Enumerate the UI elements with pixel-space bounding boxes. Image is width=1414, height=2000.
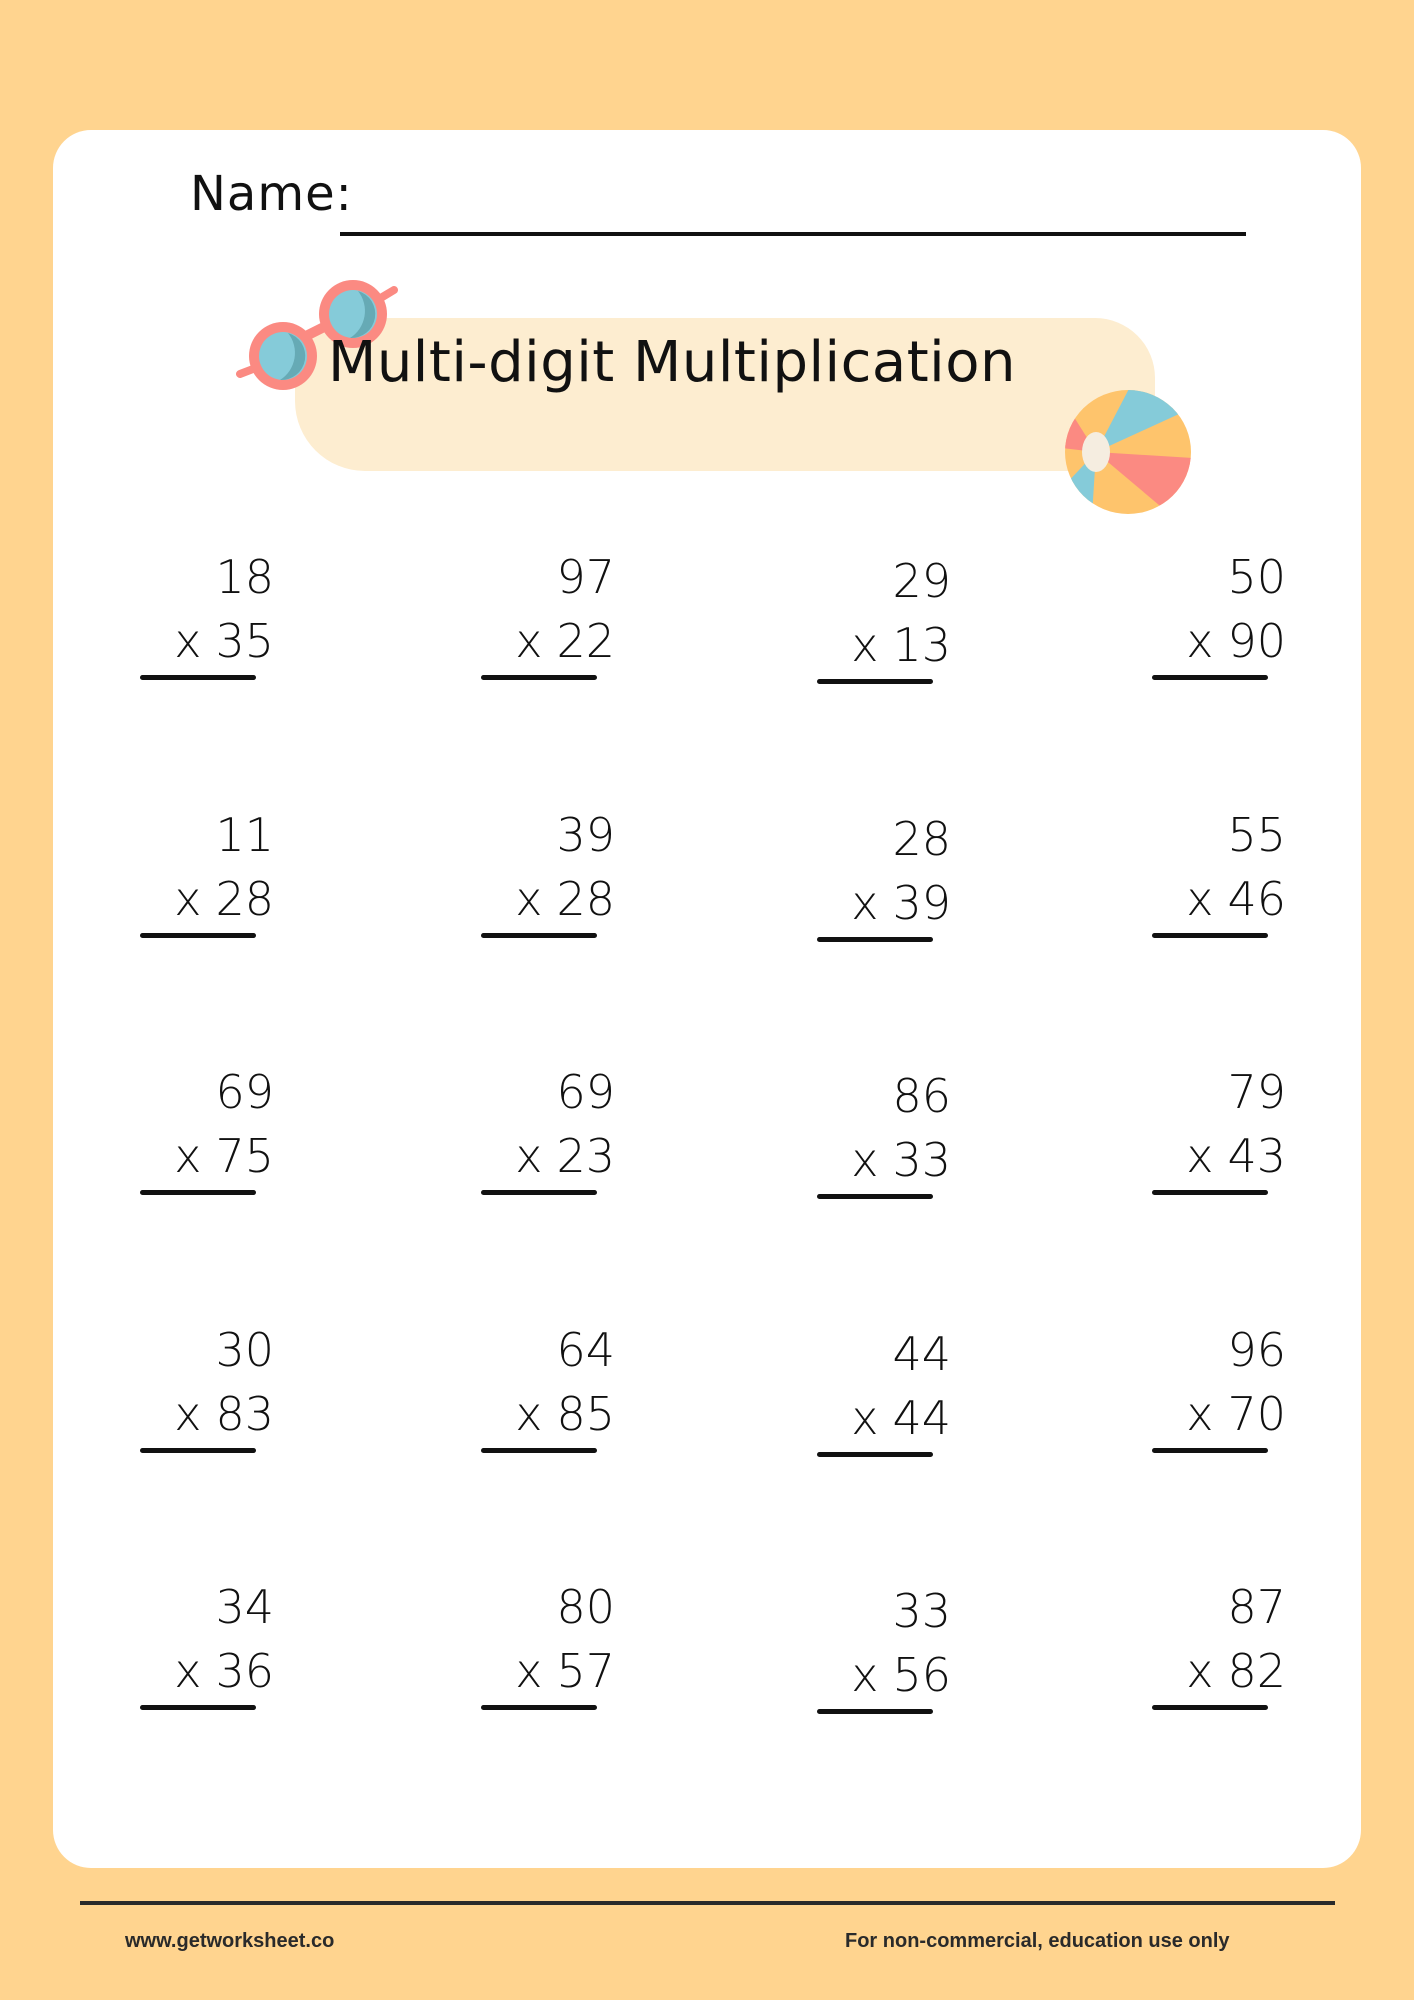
answer-line[interactable]: [1152, 675, 1268, 680]
multiplier-row: [132, 1124, 282, 1188]
problem-item: [473, 803, 623, 938]
name-input-line[interactable]: [340, 232, 1246, 236]
problem-item: [473, 545, 623, 680]
answer-line[interactable]: [817, 1452, 933, 1457]
multiplier-row: [473, 867, 623, 931]
multiplicand: 39: [556, 808, 615, 862]
multiply-operator: x: [851, 876, 879, 930]
answer-line[interactable]: [140, 675, 256, 680]
multiplier: 39: [892, 876, 951, 930]
multiplicand: 18: [215, 550, 274, 604]
multiplier: 46: [1227, 872, 1286, 926]
multiplier: 57: [556, 1644, 615, 1698]
multiplier-row: [809, 1386, 959, 1450]
multiply-operator: x: [515, 1129, 543, 1183]
multiplier-row: [473, 1639, 623, 1703]
answer-line[interactable]: [1152, 933, 1268, 938]
multiplier-row: [1144, 867, 1294, 931]
answer-line[interactable]: [140, 1448, 256, 1453]
multiplier: 36: [215, 1644, 274, 1698]
multiplier: 33: [892, 1133, 951, 1187]
multiplier: 83: [215, 1387, 274, 1441]
problem-item: [1144, 1318, 1294, 1453]
multiplier-row: [1144, 1639, 1294, 1703]
problem-item: [473, 1060, 623, 1195]
multiply-operator: x: [851, 1391, 879, 1445]
answer-line[interactable]: [140, 933, 256, 938]
multiplicand: 11: [215, 808, 274, 862]
multiplier: 28: [215, 872, 274, 926]
multiplier-row: [473, 1382, 623, 1446]
answer-line[interactable]: [481, 1190, 597, 1195]
multiply-operator: x: [515, 1644, 543, 1698]
multiplier-row: [1144, 609, 1294, 673]
multiplier: 82: [1227, 1644, 1286, 1698]
multiplier-row: [473, 1124, 623, 1188]
problem-item: [132, 545, 282, 680]
multiply-operator: x: [174, 1129, 202, 1183]
answer-line[interactable]: [481, 1705, 597, 1710]
problem-item: [132, 1060, 282, 1195]
multiply-operator: x: [1186, 1387, 1214, 1441]
answer-line[interactable]: [1152, 1448, 1268, 1453]
multiplicand: 64: [556, 1323, 615, 1377]
multiplier: 23: [556, 1129, 615, 1183]
multiplier: 75: [215, 1129, 274, 1183]
multiplier: 70: [1227, 1387, 1286, 1441]
answer-line[interactable]: [481, 933, 597, 938]
multiplier-row: [473, 609, 623, 673]
multiply-operator: x: [1186, 1644, 1214, 1698]
multiplier-row: [1144, 1124, 1294, 1188]
problem-item: [809, 549, 959, 684]
problem-item: [473, 1575, 623, 1710]
multiplier: 44: [892, 1391, 951, 1445]
multiply-operator: x: [851, 1133, 879, 1187]
problem-item: [1144, 1060, 1294, 1195]
multiplicand: 86: [892, 1069, 951, 1123]
multiply-operator: x: [174, 872, 202, 926]
answer-line[interactable]: [817, 1194, 933, 1199]
multiplier: 43: [1227, 1129, 1286, 1183]
footer-divider: [80, 1901, 1335, 1905]
name-label: Name:: [190, 166, 353, 222]
multiplicand: 30: [215, 1323, 274, 1377]
multiplier-row: [132, 867, 282, 931]
problem-item: [809, 807, 959, 942]
multiply-operator: x: [1186, 872, 1214, 926]
beach-ball-icon: [1062, 388, 1194, 516]
multiply-operator: x: [515, 614, 543, 668]
answer-line[interactable]: [1152, 1705, 1268, 1710]
multiplicand: 50: [1227, 550, 1286, 604]
multiply-operator: x: [174, 614, 202, 668]
answer-line[interactable]: [817, 679, 933, 684]
multiplier-row: [809, 1128, 959, 1192]
multiply-operator: x: [515, 1387, 543, 1441]
problem-item: [473, 1318, 623, 1453]
problem-item: [132, 1318, 282, 1453]
footer-website: www.getworksheet.co: [125, 1930, 335, 1952]
multiplicand: 33: [892, 1584, 951, 1638]
multiplier-row: [1144, 1382, 1294, 1446]
multiplicand: 87: [1227, 1580, 1286, 1634]
multiply-operator: x: [851, 1648, 879, 1702]
problem-item: [809, 1322, 959, 1457]
multiplicand: 79: [1227, 1065, 1286, 1119]
multiplicand: 96: [1227, 1323, 1286, 1377]
answer-line[interactable]: [140, 1190, 256, 1195]
multiplicand: 28: [892, 812, 951, 866]
multiply-operator: x: [851, 618, 879, 672]
multiplier-row: [132, 609, 282, 673]
multiplier-row: [809, 871, 959, 935]
multiply-operator: x: [174, 1387, 202, 1441]
answer-line[interactable]: [1152, 1190, 1268, 1195]
multiplier: 90: [1227, 614, 1286, 668]
multiplier: 56: [892, 1648, 951, 1702]
multiplier: 22: [556, 614, 615, 668]
multiplicand: 97: [556, 550, 615, 604]
multiplicand: 69: [556, 1065, 615, 1119]
multiply-operator: x: [515, 872, 543, 926]
answer-line[interactable]: [481, 675, 597, 680]
answer-line[interactable]: [817, 937, 933, 942]
multiplier-row: [809, 613, 959, 677]
multiplicand: 44: [892, 1327, 951, 1381]
answer-line[interactable]: [817, 1709, 933, 1714]
multiply-operator: x: [174, 1644, 202, 1698]
multiplicand: 80: [556, 1580, 615, 1634]
answer-line[interactable]: [140, 1705, 256, 1710]
worksheet-title: Multi-digit Multiplication: [328, 330, 1016, 395]
multiplicand: 55: [1227, 808, 1286, 862]
multiplicand: 29: [892, 554, 951, 608]
multiplicand: 69: [215, 1065, 274, 1119]
multiplier: 85: [556, 1387, 615, 1441]
multiply-operator: x: [1186, 1129, 1214, 1183]
problem-item: [1144, 803, 1294, 938]
problem-item: [1144, 1575, 1294, 1710]
multiplier-row: [132, 1639, 282, 1703]
multiplier: 35: [215, 614, 274, 668]
multiplier-row: [809, 1643, 959, 1707]
multiply-operator: x: [1186, 614, 1214, 668]
footer-notice: For non-commercial, education use only: [845, 1930, 1230, 1952]
multiplier: 28: [556, 872, 615, 926]
problem-item: [132, 803, 282, 938]
multiplicand: 34: [215, 1580, 274, 1634]
multiplier-row: [132, 1382, 282, 1446]
problem-item: [809, 1579, 959, 1714]
problem-item: [132, 1575, 282, 1710]
problem-item: [1144, 545, 1294, 680]
answer-line[interactable]: [481, 1448, 597, 1453]
multiplier: 13: [892, 618, 951, 672]
problem-item: [809, 1064, 959, 1199]
